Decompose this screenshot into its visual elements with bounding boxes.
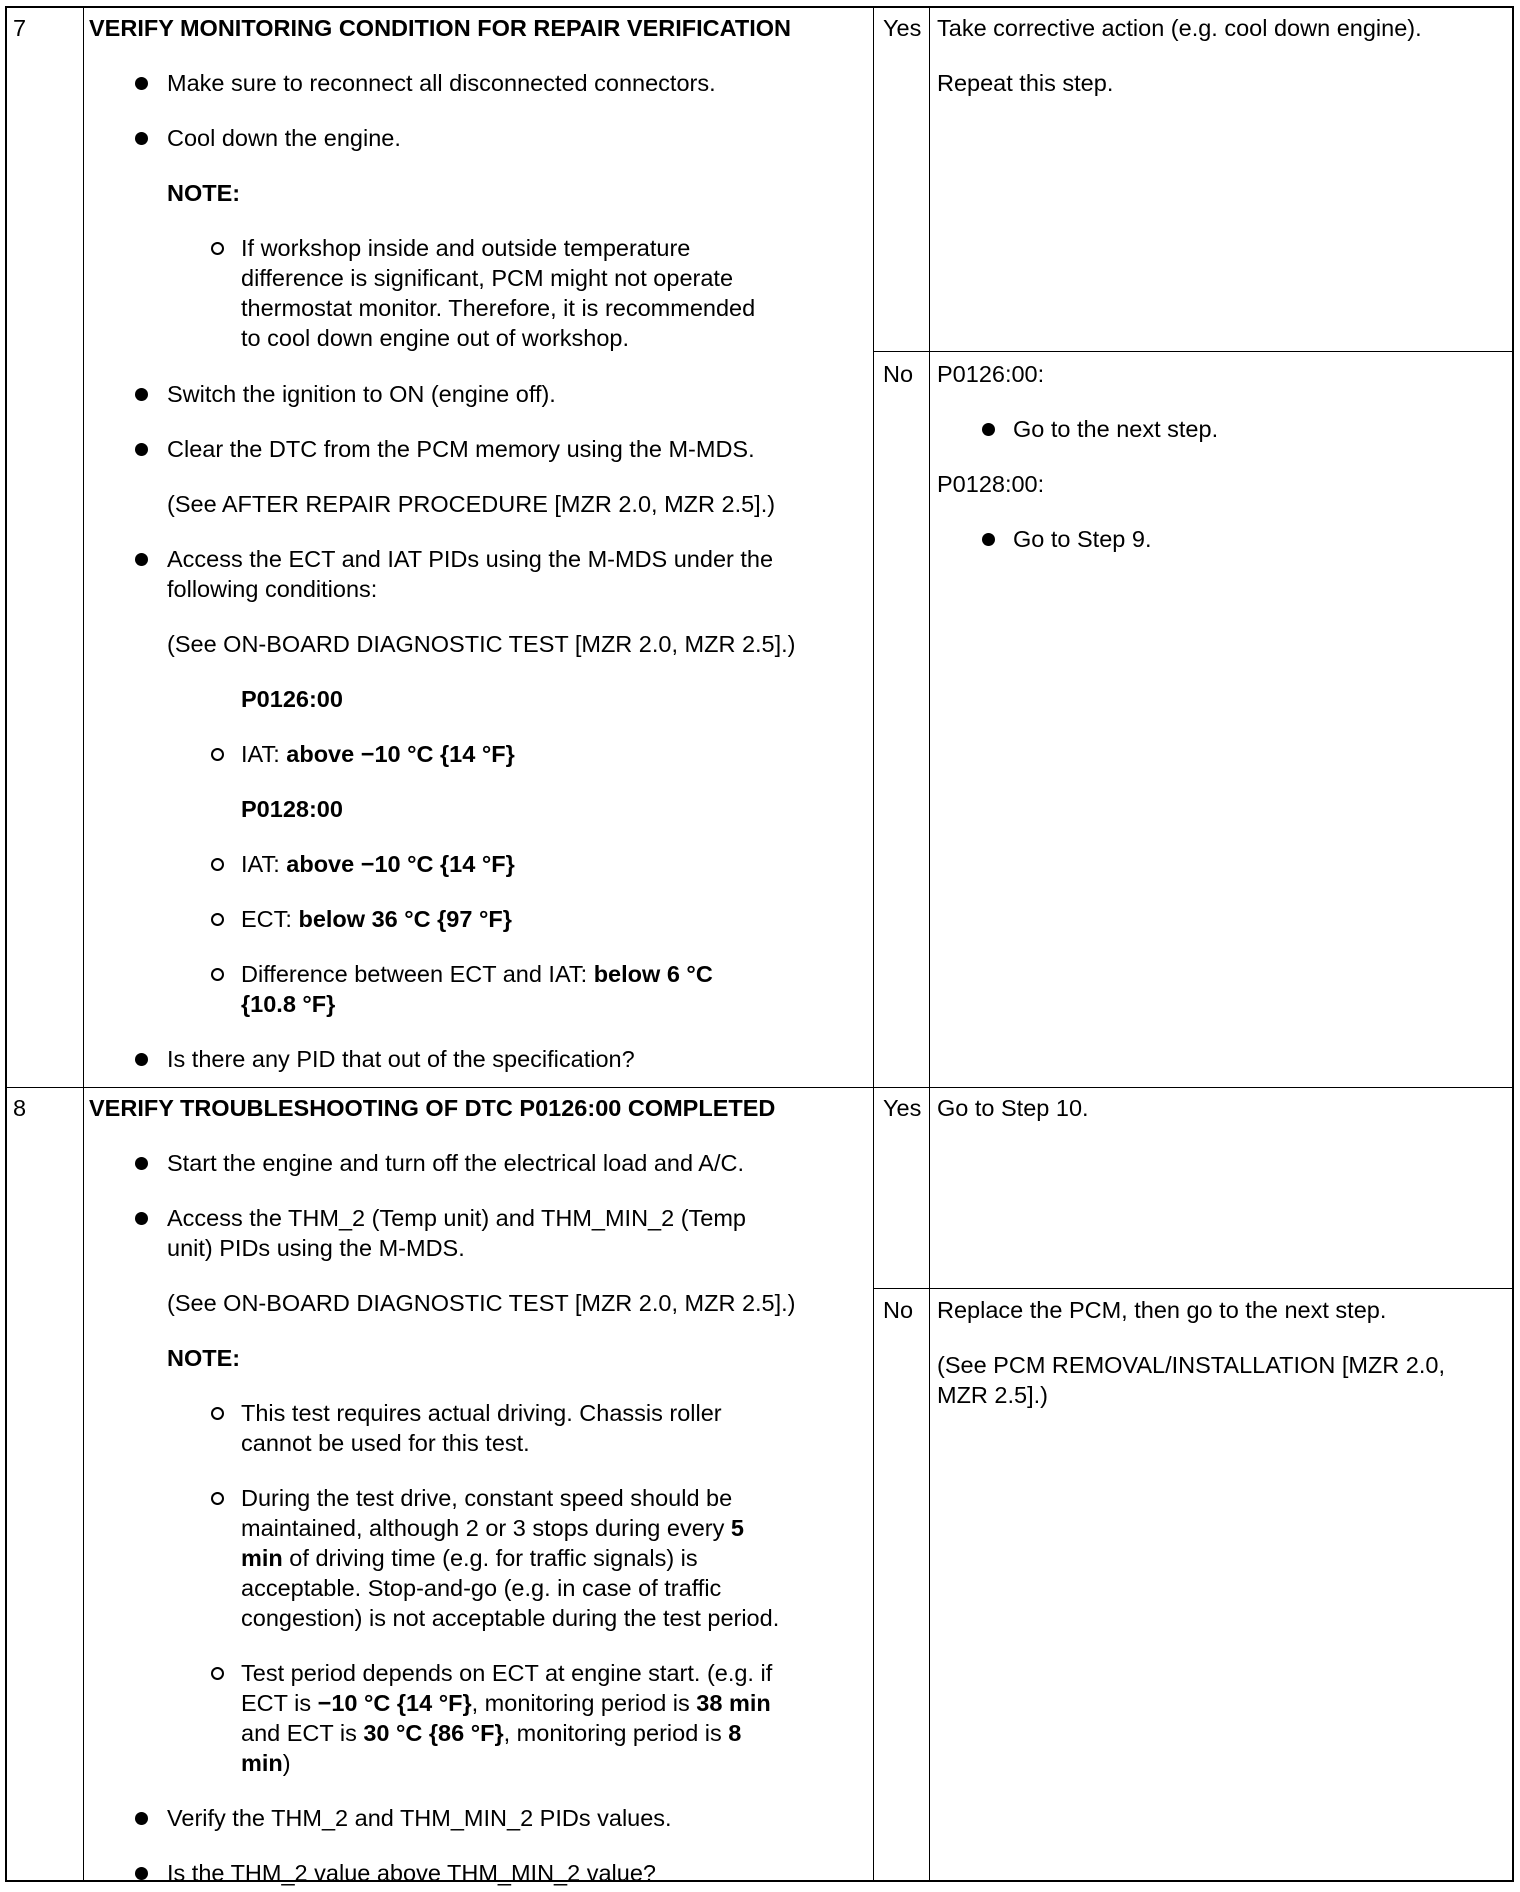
no-action: Go to the next step. bbox=[1013, 416, 1219, 442]
sub-bullet-icon bbox=[211, 913, 224, 926]
bullet-icon bbox=[135, 132, 148, 145]
yes-label: Yes bbox=[883, 15, 922, 41]
question: Is there any PID that out of the specification? bbox=[167, 1046, 635, 1072]
note-text: Test period depends on ECT at engine start. (e.g. if bbox=[241, 1660, 773, 1686]
yes-action: Take corrective action (e.g. cool down engine). bbox=[937, 15, 1422, 41]
note-text: to cool down engine out of workshop. bbox=[241, 325, 630, 351]
bullet-icon bbox=[135, 77, 148, 90]
list-item: Start the engine and turn off the electrical load and A/C. bbox=[167, 1150, 745, 1176]
condition-item: IAT: above −10 °C {14 °F} bbox=[241, 741, 515, 767]
reference-text: (See ON-BOARD DIAGNOSTIC TEST [MZR 2.0, MZR 2.5].) bbox=[167, 1290, 796, 1316]
yes-label: Yes bbox=[883, 1095, 922, 1121]
list-item: following conditions: bbox=[167, 576, 378, 602]
list-item: Switch the ignition to ON (engine off). bbox=[167, 381, 556, 407]
column-divider bbox=[873, 8, 874, 1880]
note-label: NOTE: bbox=[167, 1345, 241, 1371]
question: Is the THM_2 value above THM_MIN_2 value? bbox=[167, 1860, 656, 1886]
note-text: congestion) is not acceptable during the test period. bbox=[241, 1605, 780, 1631]
bullet-icon bbox=[135, 1812, 148, 1825]
dtc-heading: P0126:00 bbox=[241, 686, 343, 712]
bullet-icon bbox=[135, 553, 148, 566]
condition-item: {10.8 °F} bbox=[241, 991, 336, 1017]
sub-bullet-icon bbox=[211, 858, 224, 871]
note-text: ECT is −10 °C {14 °F}, monitoring period is 38 min bbox=[241, 1690, 771, 1716]
dtc-heading: P0128:00 bbox=[241, 796, 343, 822]
list-item: Access the THM_2 (Temp unit) and THM_MIN_2 (Temp bbox=[167, 1205, 746, 1231]
note-text: This test requires actual driving. Chassis roller bbox=[241, 1400, 722, 1426]
condition-item: IAT: above −10 °C {14 °F} bbox=[241, 851, 515, 877]
note-text: min of driving time (e.g. for traffic signals) is bbox=[241, 1545, 698, 1571]
column-divider bbox=[929, 8, 930, 1880]
no-dtc: P0126:00: bbox=[937, 361, 1045, 387]
step-title: VERIFY MONITORING CONDITION FOR REPAIR VERIFICATION bbox=[89, 15, 791, 41]
reference-text: (See PCM REMOVAL/INSTALLATION [MZR 2.0, bbox=[937, 1352, 1445, 1378]
step-number: 8 bbox=[13, 1095, 27, 1121]
reference-text: (See ON-BOARD DIAGNOSTIC TEST [MZR 2.0, MZR 2.5].) bbox=[167, 631, 796, 657]
bullet-icon bbox=[135, 1867, 148, 1880]
step-number: 7 bbox=[13, 15, 27, 41]
no-action: Go to Step 9. bbox=[1013, 526, 1152, 552]
yes-action: Go to Step 10. bbox=[937, 1095, 1089, 1121]
sub-bullet-icon bbox=[211, 242, 224, 255]
no-label: No bbox=[883, 361, 914, 387]
bullet-icon bbox=[982, 423, 995, 436]
reference-text: MZR 2.5].) bbox=[937, 1382, 1048, 1408]
bullet-icon bbox=[135, 443, 148, 456]
bullet-icon bbox=[135, 1053, 148, 1066]
note-text: min) bbox=[241, 1750, 291, 1776]
list-item: Access the ECT and IAT PIDs using the M-MDS under the bbox=[167, 546, 774, 572]
sub-bullet-icon bbox=[211, 1492, 224, 1505]
reference-text: (See AFTER REPAIR PROCEDURE [MZR 2.0, MZR 2.5].) bbox=[167, 491, 776, 517]
note-text: difference is significant, PCM might not operate bbox=[241, 265, 734, 291]
note-text: cannot be used for this test. bbox=[241, 1430, 530, 1456]
note-text: acceptable. Stop-and-go (e.g. in case of traffic bbox=[241, 1575, 722, 1601]
note-text: If workshop inside and outside temperature bbox=[241, 235, 691, 261]
sub-bullet-icon bbox=[211, 968, 224, 981]
bullet-icon bbox=[135, 1212, 148, 1225]
no-action: Replace the PCM, then go to the next step. bbox=[937, 1297, 1387, 1323]
sub-bullet-icon bbox=[211, 1407, 224, 1420]
list-item: Make sure to reconnect all disconnected connectors. bbox=[167, 70, 716, 96]
bullet-icon bbox=[135, 1157, 148, 1170]
note-text: and ECT is 30 °C {86 °F}, monitoring period is 8 bbox=[241, 1720, 742, 1746]
yes-action: Repeat this step. bbox=[937, 70, 1114, 96]
bullet-icon bbox=[135, 388, 148, 401]
bullet-icon bbox=[982, 533, 995, 546]
list-item: Cool down the engine. bbox=[167, 125, 401, 151]
no-dtc: P0128:00: bbox=[937, 471, 1045, 497]
list-item: unit) PIDs using the M-MDS. bbox=[167, 1235, 465, 1261]
note-text: maintained, although 2 or 3 stops during every 5 bbox=[241, 1515, 744, 1541]
column-divider bbox=[83, 8, 84, 1880]
sub-bullet-icon bbox=[211, 748, 224, 761]
note-text: During the test drive, constant speed should be bbox=[241, 1485, 733, 1511]
note-label: NOTE: bbox=[167, 180, 241, 206]
row-divider bbox=[7, 1087, 1512, 1088]
condition-item: Difference between ECT and IAT: below 6 °C bbox=[241, 961, 713, 987]
note-text: thermostat monitor. Therefore, it is recommended bbox=[241, 295, 756, 321]
condition-item: ECT: below 36 °C {97 °F} bbox=[241, 906, 512, 932]
list-item: Verify the THM_2 and THM_MIN_2 PIDs values. bbox=[167, 1805, 672, 1831]
list-item: Clear the DTC from the PCM memory using the M-MDS. bbox=[167, 436, 755, 462]
sub-bullet-icon bbox=[211, 1667, 224, 1680]
no-label: No bbox=[883, 1297, 914, 1323]
yes-no-divider bbox=[873, 1288, 1512, 1289]
step-title: VERIFY TROUBLESHOOTING OF DTC P0126:00 COMPLETED bbox=[89, 1095, 776, 1121]
procedure-table bbox=[5, 6, 1514, 1886]
yes-no-divider bbox=[873, 351, 1512, 352]
